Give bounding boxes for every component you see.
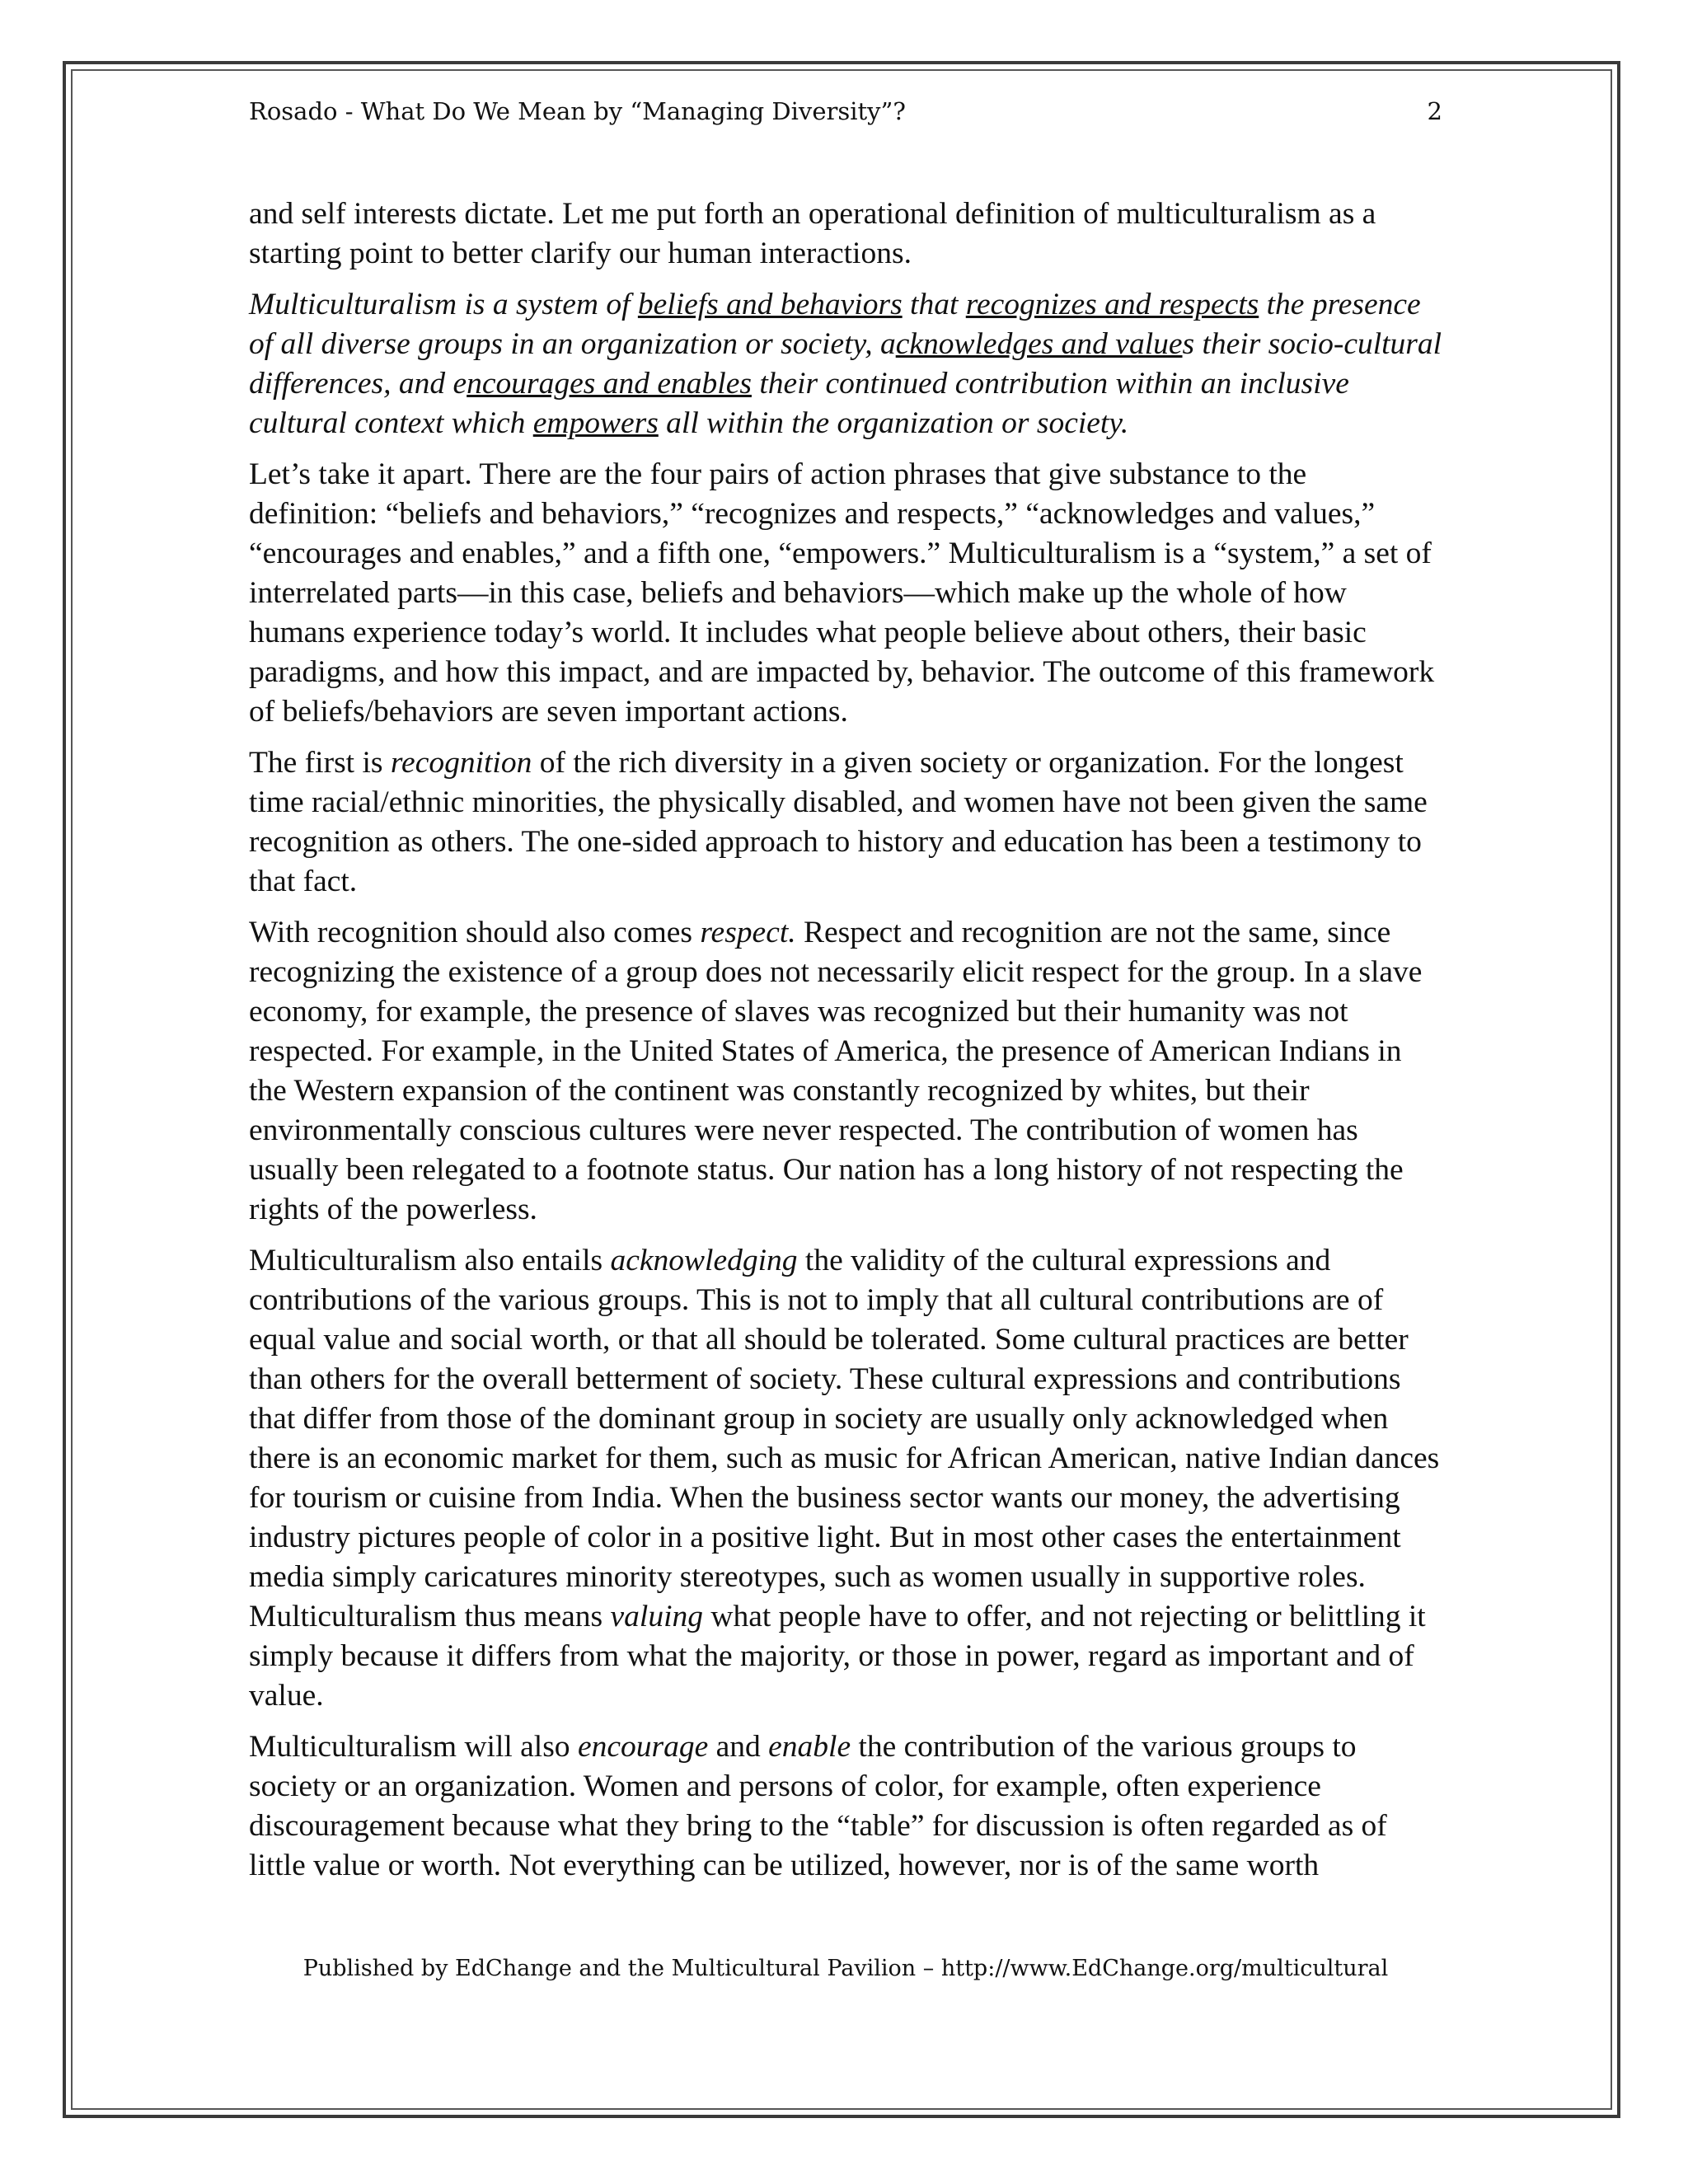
paragraph-analysis: Let’s take it apart. There are the four pairs of action phrases that give substance to the definition: “beliefs and behaviors,” “recognizes and respects,” “acknowledges and values,” “encourages and enables,” and a fifth one, “empowers.” Multiculturalism is a “system,” a set of interrelated parts—in this case, beliefs and behaviors—which make up the whole of how humans experience today’s world. It includes what people believe about others, their basic paradigms, and how this impact, and are impacted by, behavior. The outcome of this framework of beliefs/behaviors are seven important actions. [249, 457, 1435, 729]
page-number: 2 [1427, 97, 1442, 125]
emphasis: respect. [700, 916, 796, 949]
text-run: the contribution of the various groups to society or an organization. Women and persons of color, for example, often experience discouragement because what they bring to the “table” for discussion is often regarded as of little value or worth. Not everything can be utilized, however, nor is of the same worth [249, 1730, 1387, 1882]
definition-text: that [902, 288, 966, 321]
document-body [249, 194, 1442, 1897]
text-run: Multiculturalism will also [249, 1730, 578, 1764]
emphasis: valuing [610, 1600, 703, 1633]
underlined-phrase: ncourages and enables [467, 367, 752, 401]
definition-text: s their socio-cultural differences, and e [249, 327, 1442, 401]
emphasis: encourage [577, 1730, 709, 1764]
paragraph-recognition [249, 743, 1442, 902]
definition-paragraph [249, 285, 1442, 443]
page-footer: Published by EdChange and the Multicultural Pavilion – http://www.EdChange.org/multicultural [302, 1956, 1389, 1981]
underlined-phrase: empowers [532, 406, 659, 440]
underlined-phrase: cknowledges and value [895, 327, 1183, 361]
text-run: of the rich diversity in a given society or organization. For the longest time racial/ethnic minorities, the physically disabled, and women have not been given the same recognition as others. The one-sided approach to history and education has been a testimony to that fact. [249, 746, 1428, 898]
definition-text: all within the organization or society. [658, 406, 1129, 440]
paragraph-intro: and self interests dictate. Let me put forth an operational definition of multiculturalism as a starting point to better clarify our human interactions. [249, 197, 1376, 270]
header-title: Rosado - What Do We Mean by “Managing Diversity”? [249, 97, 906, 125]
text-run: With recognition should also comes [249, 916, 701, 949]
definition-text: Multiculturalism is a system of [249, 288, 638, 321]
text-run: The first is [249, 746, 391, 780]
definition-text: their continued contribution within an inclusive cultural context which [249, 367, 1349, 440]
paragraph-respect [249, 913, 1442, 1230]
text-run: the validity of the cultural expressions and contributions of the various groups. This is not to imply that all cultural contributions are of equal value and social worth, or that all should be tolerated. Some cultural practices are better than others for the overall betterment of society. These cultural expressions and contributions that differ from those of the dominant group in society are usually only acknowledged when there is an economic market for them, such as music for African American, native Indian dances for tourism or cuisine from India. When the business sector wants our money, the advertising industry pictures people of color in a positive light. But in most other cases the entertainment media simply caricatures minority stereotypes, such as women usually in supportive roles. Multiculturalism thus means [249, 1244, 1440, 1633]
paragraph-encourage [249, 1727, 1442, 1886]
paragraph-acknowledging [249, 1241, 1442, 1716]
text-run: what people have to offer, and not rejecting or belittling it simply because it differs from what the majority, or those in power, regard as important and of value. [249, 1600, 1426, 1713]
emphasis: acknowledging [610, 1244, 798, 1277]
underlined-phrase: recognizes and respects [965, 288, 1259, 321]
text-run: Respect and recognition are not the same, since recognizing the existence of a group does not necessarily elicit respect for the group. In a slave economy, for example, the presence of slaves was recognized but their humanity was not respected. For example, in the United States of America, the presence of American Indians in the Western expansion of the continent was constantly recognized by whites, but their environmentally conscious cultures were never respected. The contribution of women has usually been relegated to a footnote status. Our nation has a long history of not respecting the rights of the powerless. [249, 916, 1423, 1226]
definition-text: the presence of all diverse groups in an organization or society, a [249, 288, 1421, 361]
text-run: Multiculturalism also entails [249, 1244, 611, 1277]
text-run: and [708, 1730, 769, 1764]
emphasis: enable [768, 1730, 851, 1764]
emphasis: recognition [390, 746, 532, 780]
running-header [249, 97, 1442, 125]
underlined-phrase: beliefs and behaviors [637, 288, 903, 321]
